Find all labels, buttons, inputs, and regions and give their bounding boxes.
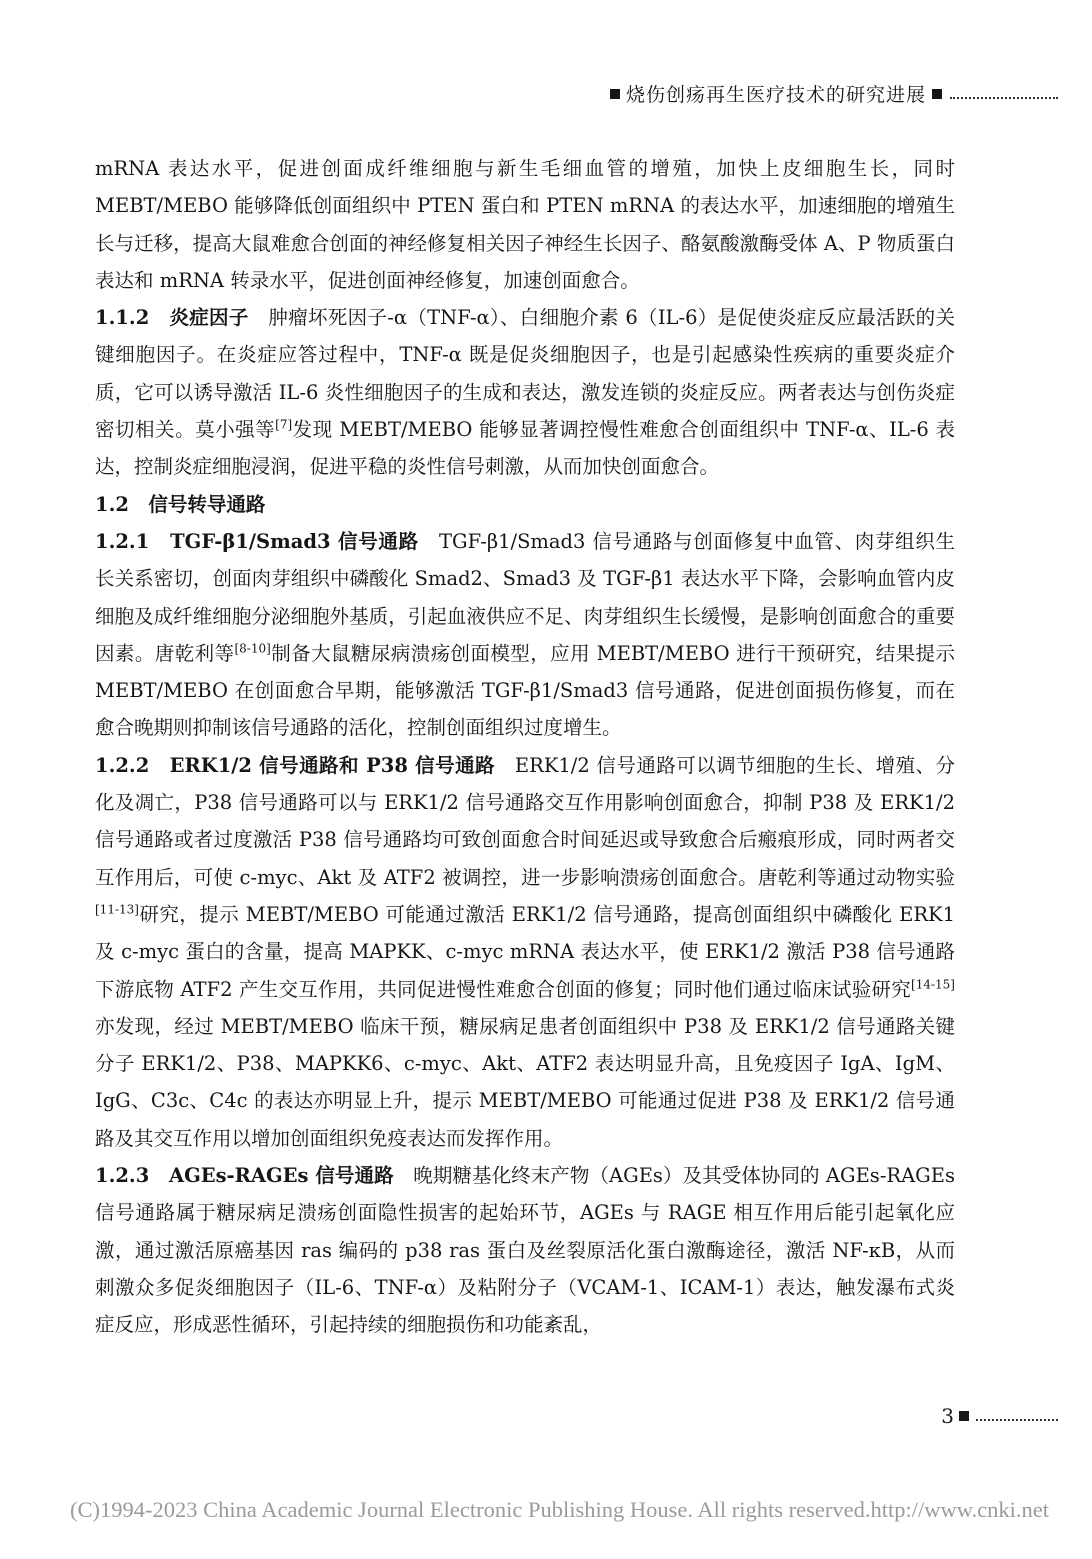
body-text bbox=[95, 150, 955, 1344]
running-title: 烧伤创疡再生医疗技术的研究进展 bbox=[625, 84, 926, 106]
citation-ref[interactable]: [7] bbox=[275, 417, 293, 432]
watermark-footer bbox=[70, 1497, 1050, 1523]
paragraph-1-1-2 bbox=[95, 299, 955, 485]
square-bullet-icon bbox=[932, 89, 942, 99]
paragraph-1-2-1 bbox=[95, 523, 955, 747]
paragraph-text: ERK1/2 信号通路可以调节细胞的生长、增殖、分化及凋亡，P38 信号通路可以与 ERK1/2 信号通路交互作用影响创面愈合，抑制 P38 及 ERK1/2 信号通路或者过度激活 P38 信号通路均可致创面愈合时间延迟或导致愈合后瘢痕形成，同时两者交互作用后，可使 c-myc、Akt 及 ATF2 被调控，进一步影响溃疡创面愈合。唐乾利等通过动物实验 bbox=[95, 753, 955, 889]
copyright-notice: (C)1994-2023 China Academic Journal Electronic Publishing House. All rights reserved. bbox=[70, 1497, 871, 1522]
paragraph-text: 亦发现，经过 MEBT/MEBO 临床干预，糖尿病足患者创面组织中 P38 及 ERK1/2 信号通路关键分子 ERK1/2、P38、MAPKK6、c-myc、Akt、ATF2 表达明显升高，且免疫因子 IgA、IgM、IgG、C3c、C4c 的表达亦明显上升，提示 MEBT/MEBO 可能通过促进 P38 及 ERK1/2 信号通路及其交互作用以增加创面组织免疫表达而发挥作用。 bbox=[95, 1014, 955, 1150]
source-url: http://www.cnki.net bbox=[870, 1497, 1050, 1522]
citation-ref[interactable]: [8-10] bbox=[234, 641, 271, 656]
dotted-rule bbox=[976, 1411, 1058, 1421]
section-heading: 1.2.3 AGEs-RAGEs 信号通路 bbox=[95, 1164, 394, 1188]
paragraph-text: 制备大鼠糖尿病溃疡创面模型，应用 MEBT/MEBO 进行干预研究，结果提示 MEBT/MEBO 在创面愈合早期，能够激活 TGF-β1/Smad3 信号通路，促进创面损伤修复，而在愈合晚期则抑制该信号通路的活化，控制创面组织过度增生。 bbox=[95, 641, 955, 740]
page-number bbox=[941, 1404, 1058, 1428]
section-heading: 1.2 信号转导通路 bbox=[95, 492, 266, 516]
paragraph-text: TGF-β1/Smad3 信号通路与创面修复中血管、肉芽组织生长关系密切，创面肉芽组织中磷酸化 Smad2、Smad3 及 TGF-β1 表达水平下降，会影响血管内皮细胞及成纤维细胞分泌细胞外基质，引起血液供应不足、肉芽组织生长缓慢，是影响创面愈合的重要因素。唐乾利等 bbox=[95, 529, 956, 665]
paragraph-1-2 bbox=[95, 486, 955, 523]
running-header bbox=[610, 80, 1058, 107]
paragraph-text: 研究，提示 MEBT/MEBO 可能通过激活 ERK1/2 信号通路，提高创面组织中磷酸化 ERK1 及 c-myc 蛋白的含量，提高 MAPKK、c-myc mRNA 表达水平，使 ERK1/2 激活 P38 信号通路下游底物 ATF2 产生交互作用，共同促进慢性难愈合创面的修复；同时他们通过临床试验研究 bbox=[95, 902, 955, 1001]
page-number-value: 3 bbox=[941, 1404, 954, 1428]
citation-ref[interactable]: [14-15] bbox=[911, 977, 955, 992]
paragraph-text: mRNA 表达水平，促进创面成纤维细胞与新生毛细血管的增殖，加快上皮细胞生长，同时 MEBT/MEBO 能够降低创面组织中 PTEN 蛋白和 PTEN mRNA 的表达水平，加速细胞的增殖生长与迁移，提高大鼠难愈合创面的神经修复相关因子神经生长因子、酪氨酸激酶受体 A、P 物质蛋白表达和 mRNA 转录水平，促进创面神经修复，加速创面愈合。 bbox=[95, 157, 955, 292]
paragraph-1-2-3 bbox=[95, 1157, 955, 1343]
paragraph-continuation bbox=[95, 150, 955, 299]
citation-ref[interactable]: [11-13] bbox=[95, 902, 139, 917]
paragraph-text: 发现 MEBT/MEBO 能够显著调控慢性难愈合创面组织中 TNF-α、IL-6 表达，控制炎症细胞浸润，促进平稳的炎性信号刺激，从而加快创面愈合。 bbox=[95, 418, 955, 479]
square-bullet-icon bbox=[610, 89, 620, 99]
section-heading: 1.1.2 炎症因子 bbox=[95, 306, 249, 330]
paragraph-text: 肿瘤坏死因子-α（TNF-α）、白细胞介素 6（IL-6）是促使炎症反应最活跃的关键细胞因子。在炎症应答过程中，TNF-α 既是促炎细胞因子，也是引起感染性疾病的重要炎症介质，它可以诱导激活 IL-6 炎性细胞因子的生成和表达，激发连锁的炎症反应。两者表达与创伤炎症密切相关。莫小强等 bbox=[95, 306, 955, 442]
square-bullet-icon bbox=[959, 1411, 969, 1421]
dotted-rule bbox=[950, 89, 1058, 99]
paragraph-text: 晚期糖基化终末产物（AGEs）及其受体协同的 AGEs-RAGEs 信号通路属于糖尿病足溃疡创面隐性损害的起始环节，AGEs 与 RAGE 相互作用后能引起氧化应激，通过激活原癌基因 ras 编码的 p38 ras 蛋白及丝裂原活化蛋白激酶途径，激活 NF-κB，从而刺激众多促炎细胞因子（IL-6、TNF-α）及粘附分子（VCAM-1、ICAM-1）表达，触发瀑布式炎症反应，形成恶性循环，引起持续的细胞损伤和功能紊乱， bbox=[95, 1164, 955, 1337]
section-heading: 1.2.2 ERK1/2 信号通路和 P38 信号通路 bbox=[95, 753, 495, 777]
section-heading: 1.2.1 TGF-β1/Smad3 信号通路 bbox=[95, 529, 419, 553]
paragraph-1-2-2 bbox=[95, 747, 955, 1157]
